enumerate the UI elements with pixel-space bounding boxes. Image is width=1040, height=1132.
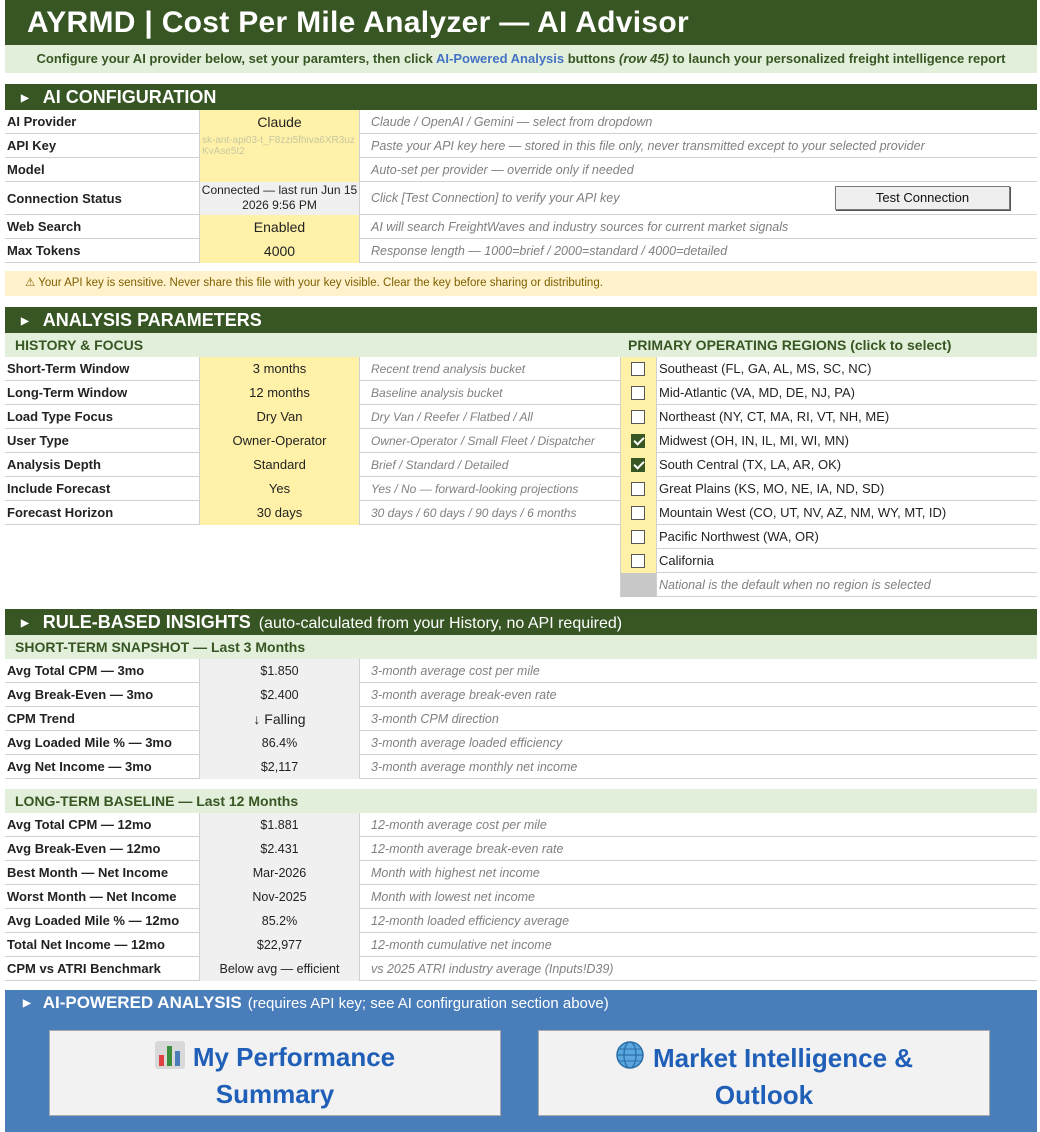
unchecked-box-icon — [631, 554, 645, 568]
market-intel-label-line2: Outlook — [714, 1080, 814, 1110]
web-search-desc: AI will search FreightWaves and industry sources for current market signals — [371, 220, 789, 234]
regions-header: PRIMARY OPERATING REGIONS (click to select) — [621, 333, 1037, 357]
web-search-label: Web Search — [7, 219, 82, 234]
region-label: California — [659, 553, 714, 568]
insight-value: $1.881 — [200, 813, 359, 837]
long-term-window-select[interactable]: 12 months — [200, 381, 359, 405]
connection-status-desc: Click [Test Connection] to verify your API key — [371, 191, 620, 205]
analysis-depth-label: Analysis Depth — [7, 457, 101, 472]
region-label: Mid-Atlantic (VA, MD, DE, NJ, PA) — [659, 385, 855, 400]
load-type-select[interactable]: Dry Van — [200, 405, 359, 429]
expand-triangle-icon: ▶ — [21, 93, 29, 104]
insight-desc: Month with highest net income — [371, 866, 540, 880]
col-separator — [359, 110, 360, 263]
load-type-desc: Dry Van / Reefer / Flatbed / All — [371, 410, 533, 424]
insight-desc: 12-month loaded efficiency average — [371, 914, 570, 928]
insight-label: Avg Total CPM — 3mo — [7, 663, 145, 678]
test-connection-button[interactable]: Test Connection — [835, 186, 1010, 210]
load-type-label: Load Type Focus — [7, 409, 113, 424]
checkbox[interactable] — [621, 549, 656, 573]
insight-value: $2,117 — [200, 755, 359, 779]
insight-label: CPM vs ATRI Benchmark — [7, 961, 161, 976]
insight-value: 86.4% — [200, 731, 359, 755]
market-intel-label-line1: Market Intelligence & — [652, 1043, 914, 1073]
region-mid-atlantic[interactable] — [621, 381, 1037, 405]
api-key-warning: ⚠ Your API key is sensitive. Never share this file with your key visible. Clear the key before sharing or distributing. — [5, 271, 1037, 296]
web-search-row — [5, 215, 1037, 239]
rule-insights-section-header — [5, 609, 1037, 635]
region-northeast[interactable] — [621, 405, 1037, 429]
insight-row — [5, 813, 1037, 837]
rule-insights-title: RULE-BASED INSIGHTS — [42, 612, 251, 632]
ai-provider-desc: Claude / OpenAI / Gemini — select from dropdown — [371, 115, 653, 129]
checkbox[interactable] — [621, 381, 656, 405]
include-forecast-select[interactable]: Yes — [200, 477, 359, 501]
param-row — [5, 429, 621, 453]
checkbox[interactable] — [621, 477, 656, 501]
unchecked-box-icon — [631, 410, 645, 424]
col-separator — [656, 357, 657, 597]
forecast-horizon-label: Forecast Horizon — [7, 505, 114, 520]
expand-triangle-icon: ▶ — [21, 316, 29, 327]
model-desc: Auto-set per provider — override only if needed — [371, 163, 634, 177]
col-separator — [359, 813, 360, 981]
col-separator — [199, 813, 200, 981]
region-california[interactable] — [621, 549, 1037, 573]
expand-triangle-icon: ▶ — [21, 618, 29, 629]
ai-provider-row — [5, 110, 1037, 134]
region-great-plains[interactable] — [621, 477, 1037, 501]
short-term-header: SHORT-TERM SNAPSHOT — Last 3 Months — [5, 635, 1037, 659]
param-row — [5, 477, 621, 501]
insight-desc: 3-month average break-even rate — [371, 688, 557, 702]
checked-box-icon — [631, 458, 645, 472]
insight-row — [5, 683, 1037, 707]
col-separator — [359, 659, 360, 779]
param-row — [5, 381, 621, 405]
user-type-select[interactable]: Owner-Operator — [200, 429, 359, 453]
connection-status-value: Connected — last run Jun 15 2026 9:56 PM — [200, 182, 359, 215]
insight-row — [5, 909, 1037, 933]
checked-box-icon — [631, 434, 645, 448]
insight-value: $2.431 — [200, 837, 359, 861]
analysis-depth-desc: Brief / Standard / Detailed — [371, 458, 509, 472]
insight-row — [5, 933, 1037, 957]
insight-value: $2.400 — [200, 683, 359, 707]
insight-label: Avg Loaded Mile % — 3mo — [7, 735, 172, 750]
instructions-banner — [5, 45, 1037, 73]
insight-label: Avg Total CPM — 12mo — [7, 817, 152, 832]
max-tokens-desc: Response length — 1000=brief / 2000=standard / 4000=detailed — [371, 244, 728, 258]
region-label: Great Plains (KS, MO, NE, IA, ND, SD) — [659, 481, 885, 496]
insight-value: 85.2% — [200, 909, 359, 933]
instructions-text-1: Configure your AI provider below, set your paramters, then click — [36, 51, 436, 66]
short-term-window-desc: Recent trend analysis bucket — [371, 362, 526, 376]
region-label: Northeast (NY, CT, MA, RI, VT, NH, ME) — [659, 409, 890, 424]
insight-value: $1.850 — [200, 659, 359, 683]
insight-value: Below avg — efficient — [200, 957, 359, 981]
ai-analysis-title: AI-POWERED ANALYSIS — [42, 993, 242, 1012]
param-row — [5, 453, 621, 477]
include-forecast-desc: Yes / No — forward-looking projections — [371, 482, 579, 496]
insight-row — [5, 885, 1037, 909]
checkbox[interactable] — [621, 525, 656, 549]
unchecked-box-icon — [631, 506, 645, 520]
insight-desc: 12-month cumulative net income — [371, 938, 552, 952]
insight-value: Mar-2026 — [200, 861, 359, 885]
insight-desc: 3-month average monthly net income — [371, 760, 578, 774]
history-focus-header: HISTORY & FOCUS — [5, 333, 621, 357]
region-label: Midwest (OH, IN, IL, MI, WI, MN) — [659, 433, 849, 448]
api-key-label: API Key — [7, 138, 57, 153]
unchecked-box-icon — [631, 386, 645, 400]
checkbox[interactable] — [621, 501, 656, 525]
insight-row — [5, 755, 1037, 779]
unchecked-box-icon — [631, 530, 645, 544]
region-midwest[interactable] — [621, 429, 1037, 453]
connection-status-label: Connection Status — [7, 191, 122, 206]
cpm-trend-value: ↓ Falling — [200, 707, 359, 731]
ai-analysis-panel — [5, 990, 1037, 1132]
insight-label: Avg Break-Even — 12mo — [7, 841, 161, 856]
my-performance-label-line1: My Performance — [192, 1042, 396, 1072]
checkbox[interactable] — [621, 453, 656, 477]
web-search-select[interactable]: Enabled — [200, 215, 359, 239]
param-row — [5, 501, 621, 525]
unchecked-box-icon — [631, 362, 645, 376]
insight-desc: 12-month average cost per mile — [371, 818, 547, 832]
region-south-central[interactable] — [621, 453, 1037, 477]
api-key-desc: Paste your API key here — stored in this file only, never transmitted except to your selected provider — [371, 139, 925, 153]
analysis-params-section-header — [5, 307, 1037, 333]
insight-desc: vs 2025 ATRI industry average (Inputs!D39) — [371, 962, 614, 976]
api-key-row — [5, 134, 1037, 158]
api-key-input[interactable]: sk-ant-api03-t_F8zzi5fhiva6XR3uzKvAse5t2 — [200, 134, 359, 158]
ai-analysis-link[interactable]: AI-Powered Analysis — [436, 51, 565, 66]
param-row — [5, 357, 621, 381]
app-title: AYRMD | Cost Per Mile Analyzer — AI Advisor — [5, 0, 1037, 45]
ai-analysis-header — [23, 993, 609, 1013]
insight-label: Worst Month — Net Income — [7, 889, 177, 904]
insight-row — [5, 707, 1037, 731]
max-tokens-row — [5, 239, 1037, 263]
max-tokens-label: Max Tokens — [7, 243, 81, 258]
user-type-desc: Owner-Operator / Small Fleet / Dispatcher — [371, 434, 595, 448]
bar-chart-icon — [155, 1041, 185, 1077]
region-label: Mountain West (CO, UT, NV, AZ, NM, WY, MT, ID) — [659, 505, 947, 520]
ai-provider-label: AI Provider — [7, 114, 77, 129]
insight-label: Best Month — Net Income — [7, 865, 169, 880]
insight-row — [5, 837, 1037, 861]
market-intelligence-button[interactable] — [538, 1030, 990, 1116]
long-term-window-label: Long-Term Window — [7, 385, 128, 400]
region-label: Southeast (FL, GA, AL, MS, SC, NC) — [659, 361, 872, 376]
insight-value: Nov-2025 — [200, 885, 359, 909]
analysis-params-title: ANALYSIS PARAMETERS — [42, 310, 262, 330]
checkbox[interactable] — [621, 429, 656, 453]
forecast-horizon-desc: 30 days / 60 days / 90 days / 6 months — [371, 506, 577, 520]
col-separator — [199, 110, 200, 263]
region-mountain-west[interactable] — [621, 501, 1037, 525]
param-row — [5, 405, 621, 429]
insight-desc: Month with lowest net income — [371, 890, 535, 904]
insight-row — [5, 659, 1037, 683]
region-default-note: National is the default when no region is selected — [659, 578, 931, 592]
insight-row — [5, 731, 1037, 755]
col-separator — [359, 357, 360, 525]
ai-provider-select[interactable]: Claude — [200, 110, 359, 134]
long-term-header: LONG-TERM BASELINE — Last 12 Months — [5, 789, 1037, 813]
insight-desc: 3-month average loaded efficiency — [371, 736, 563, 750]
user-type-label: User Type — [7, 433, 69, 448]
analysis-depth-select[interactable]: Standard — [200, 453, 359, 477]
instructions-text-2: buttons — [564, 51, 620, 66]
max-tokens-input[interactable]: 4000 — [200, 239, 359, 263]
include-forecast-label: Include Forecast — [7, 481, 111, 496]
expand-triangle-icon: ▶ — [23, 998, 31, 1009]
col-separator — [199, 659, 200, 779]
insight-desc: 3-month CPM direction — [371, 712, 499, 726]
my-performance-summary-button[interactable] — [49, 1030, 501, 1116]
insight-label: Avg Net Income — 3mo — [7, 759, 152, 774]
insight-label: Avg Loaded Mile % — 12mo — [7, 913, 180, 928]
col-separator — [199, 357, 200, 525]
note-cell — [621, 573, 656, 597]
region-label: Pacific Northwest (WA, OR) — [659, 529, 819, 544]
insight-row — [5, 957, 1037, 981]
checkbox[interactable] — [621, 405, 656, 429]
short-term-window-select[interactable]: 3 months — [200, 357, 359, 381]
insight-label: CPM Trend — [7, 711, 75, 726]
model-input[interactable] — [200, 158, 359, 182]
forecast-horizon-select[interactable]: 30 days — [200, 501, 359, 525]
checkbox[interactable] — [621, 357, 656, 381]
region-note-row — [621, 573, 1037, 597]
unchecked-box-icon — [631, 482, 645, 496]
insight-desc: 12-month average break-even rate — [371, 842, 564, 856]
rule-insights-subtitle: (auto-calculated from your History, no API required) — [258, 615, 623, 632]
instructions-text-3: to launch your personalized freight intelligence report — [668, 51, 1006, 66]
insight-label: Total Net Income — 12mo — [7, 937, 165, 952]
my-performance-label-line2: Summary — [215, 1079, 335, 1109]
insight-desc: 3-month average cost per mile — [371, 664, 540, 678]
globe-icon — [615, 1040, 645, 1078]
insight-row — [5, 861, 1037, 885]
instructions-row-ref: (row 45) — [619, 51, 669, 66]
region-southeast[interactable] — [621, 357, 1037, 381]
insight-value: $22,977 — [200, 933, 359, 957]
region-pacific-northwest[interactable] — [621, 525, 1037, 549]
model-label: Model — [7, 162, 45, 177]
ai-config-section-header — [5, 84, 1037, 110]
model-row — [5, 158, 1037, 182]
region-label: South Central (TX, LA, AR, OK) — [659, 457, 842, 472]
short-term-window-label: Short-Term Window — [7, 361, 130, 376]
col-separator — [620, 357, 621, 597]
long-term-window-desc: Baseline analysis bucket — [371, 386, 503, 400]
ai-analysis-subtitle: (requires API key; see AI confirguration section above) — [247, 995, 609, 1012]
ai-config-title: AI CONFIGURATION — [42, 87, 217, 107]
insight-label: Avg Break-Even — 3mo — [7, 687, 154, 702]
